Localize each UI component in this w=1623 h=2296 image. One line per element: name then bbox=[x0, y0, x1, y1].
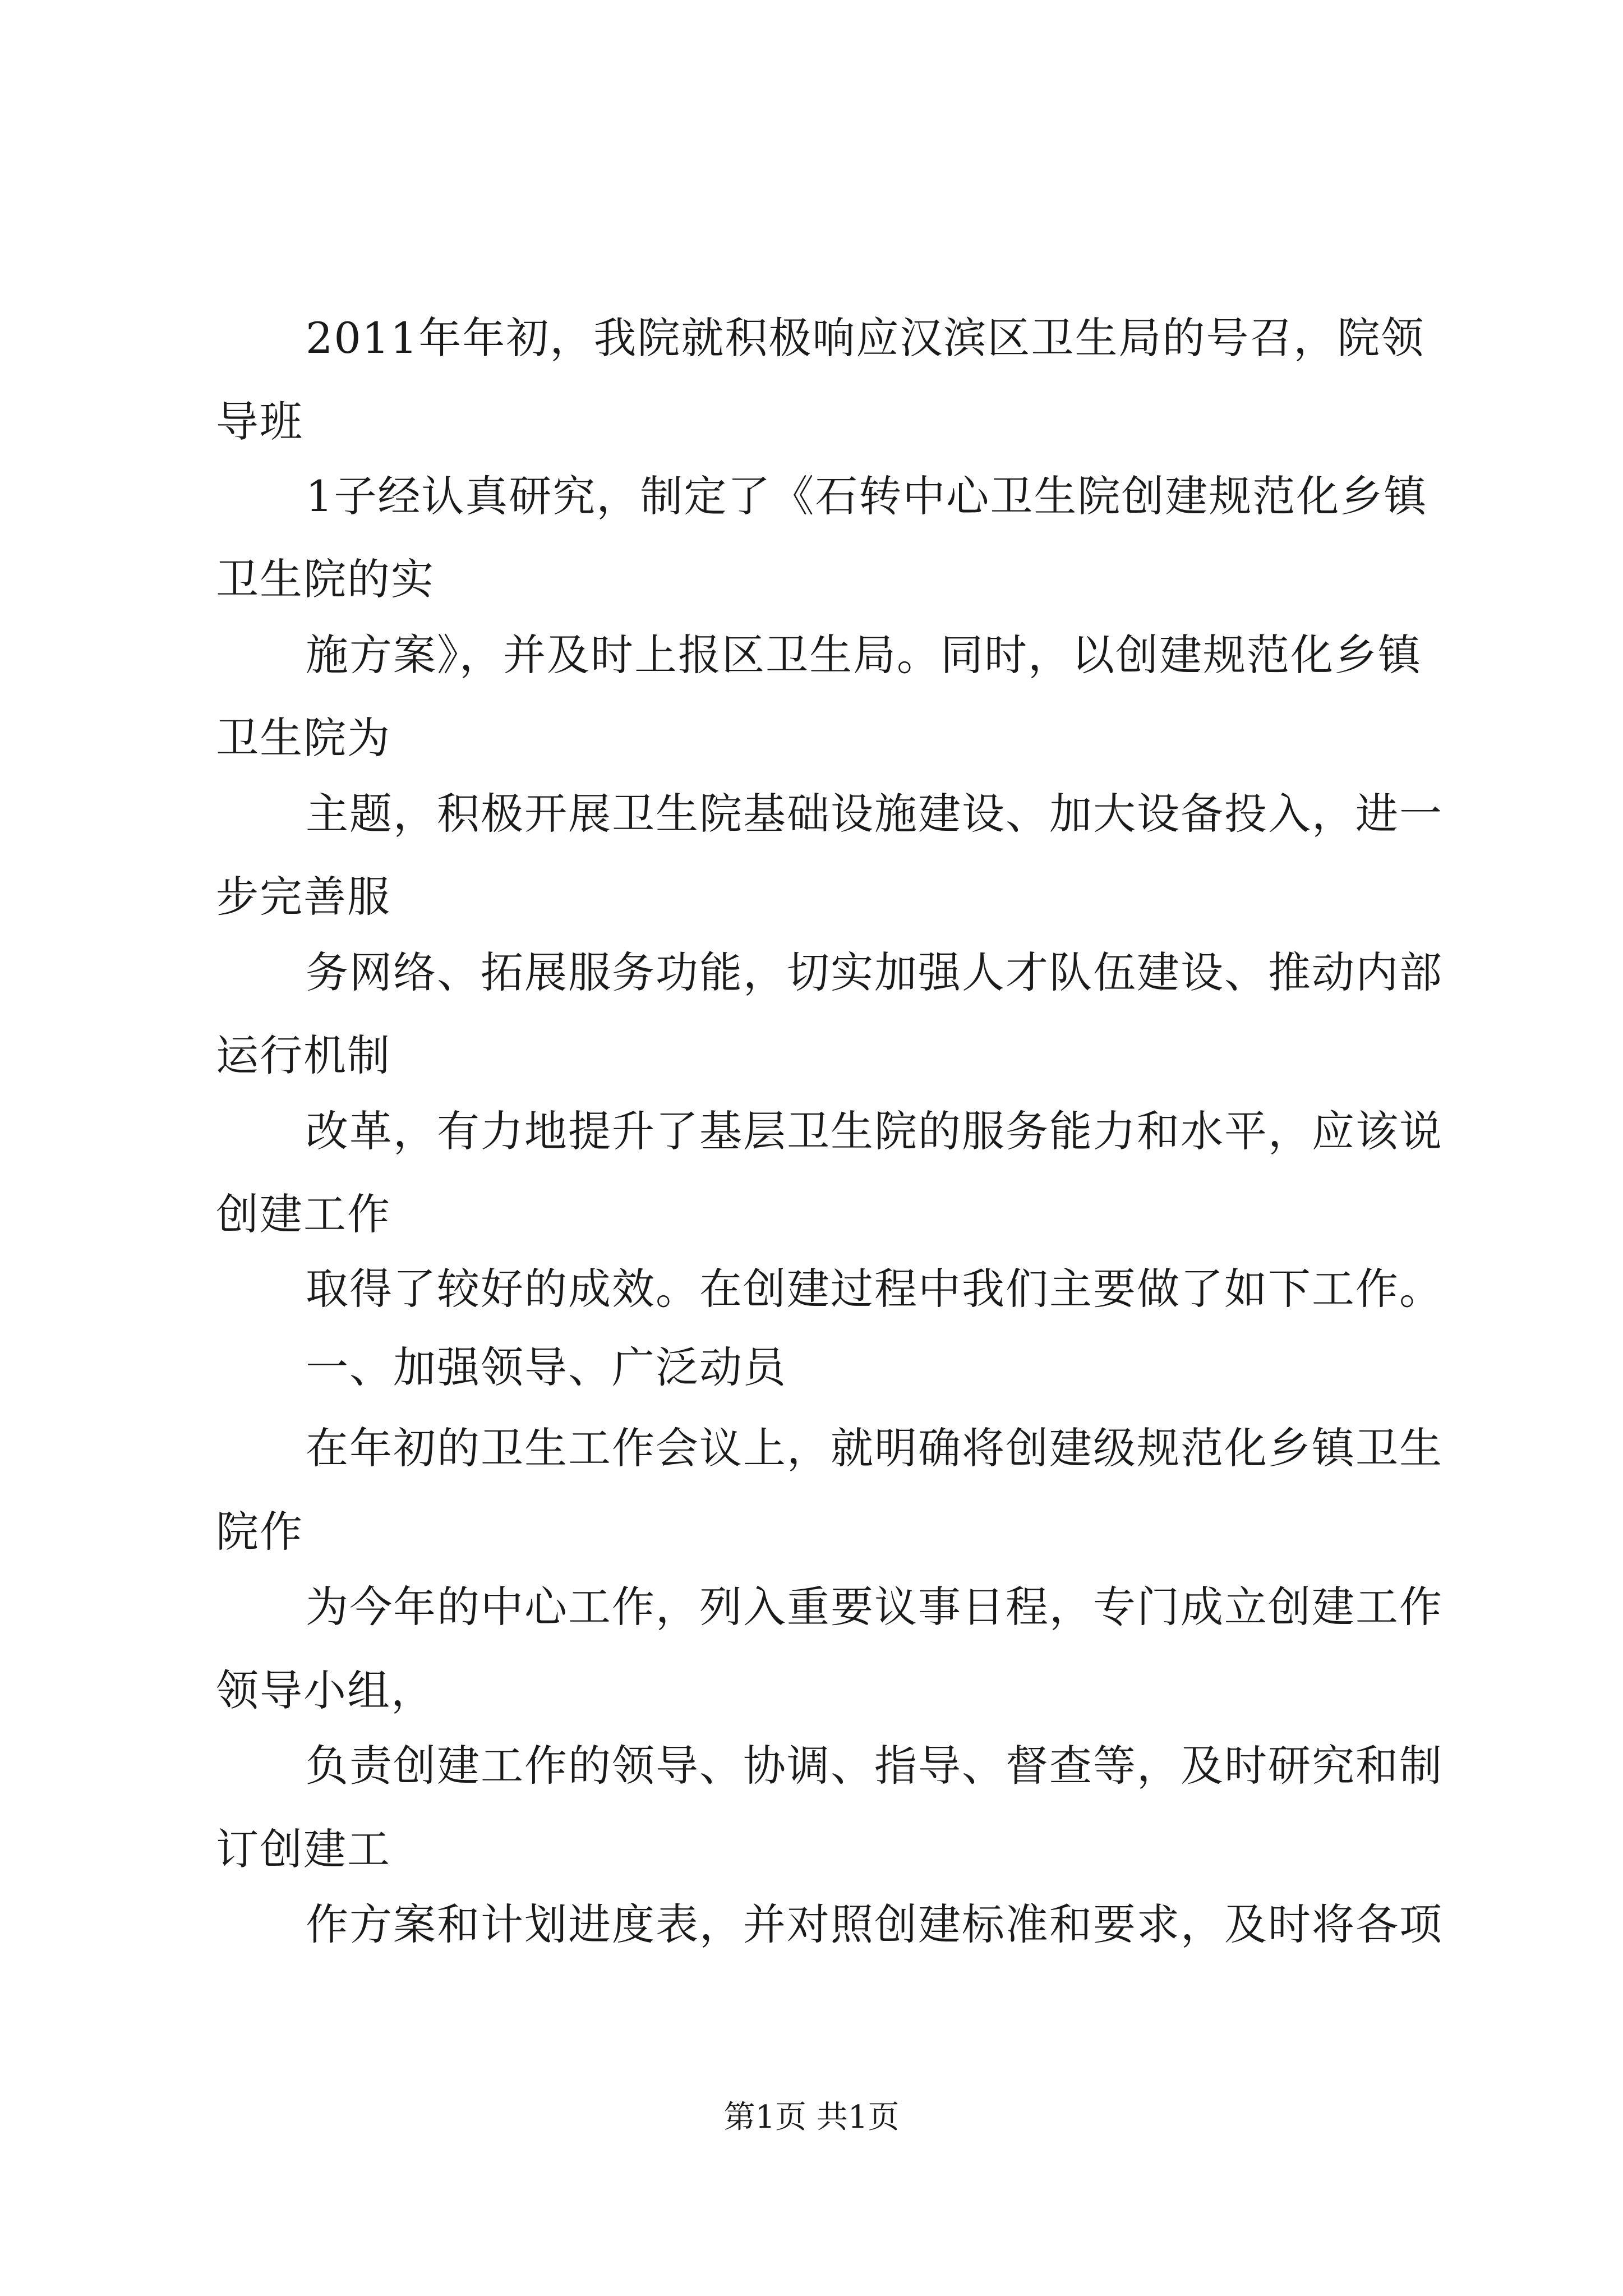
page-number-footer: 第1页 共1页 bbox=[723, 2099, 900, 2136]
text-line: 改革，有力地提升了基层卫生院的服务能力和水平，应该说 bbox=[306, 1106, 1443, 1156]
text-line: 施方案》，并及时上报区卫生局。同时，以创建规范化乡镇 bbox=[306, 630, 1422, 680]
text-line: 取得了较好的成效。在创建过程中我们主要做了如下工作。 bbox=[306, 1264, 1443, 1314]
text-line: 创建工作 bbox=[216, 1189, 391, 1239]
text-line: 运行机制 bbox=[216, 1030, 391, 1080]
text-line: 2011年年初，我院就积极响应汉滨区卫生局的号召，院领 bbox=[306, 313, 1425, 363]
text-line: 1子经认真研究，制定了《石转中心卫生院创建规范化乡镇 bbox=[306, 471, 1428, 521]
text-line: 订创建工 bbox=[216, 1824, 391, 1874]
text-line: 院作 bbox=[216, 1507, 303, 1557]
text-line: 导班 bbox=[216, 397, 303, 447]
text-line: 卫生院为 bbox=[216, 713, 391, 763]
text-line: 卫生院的实 bbox=[216, 554, 435, 604]
text-line: 在年初的卫生工作会议上，就明确将创建级规范化乡镇卫生 bbox=[306, 1423, 1443, 1473]
text-line: 务网络、拓展服务功能，切实加强人才队伍建设、推动内部 bbox=[306, 947, 1443, 997]
text-line: 负责创建工作的领导、协调、指导、督查等，及时研究和制 bbox=[306, 1741, 1443, 1791]
text-line: 作方案和计划进度表，并对照创建标准和要求，及时将各项 bbox=[306, 1899, 1443, 1949]
text-line: 步完善服 bbox=[216, 872, 391, 922]
text-line: 领导小组， bbox=[216, 1665, 435, 1715]
text-line: 主题，积极开展卫生院基础设施建设、加大设备投入，进一 bbox=[306, 789, 1443, 839]
section-heading: 一、加强领导、广泛动员 bbox=[306, 1342, 787, 1392]
text-line: 为今年的中心工作，列入重要议事日程，专门成立创建工作 bbox=[306, 1582, 1443, 1632]
